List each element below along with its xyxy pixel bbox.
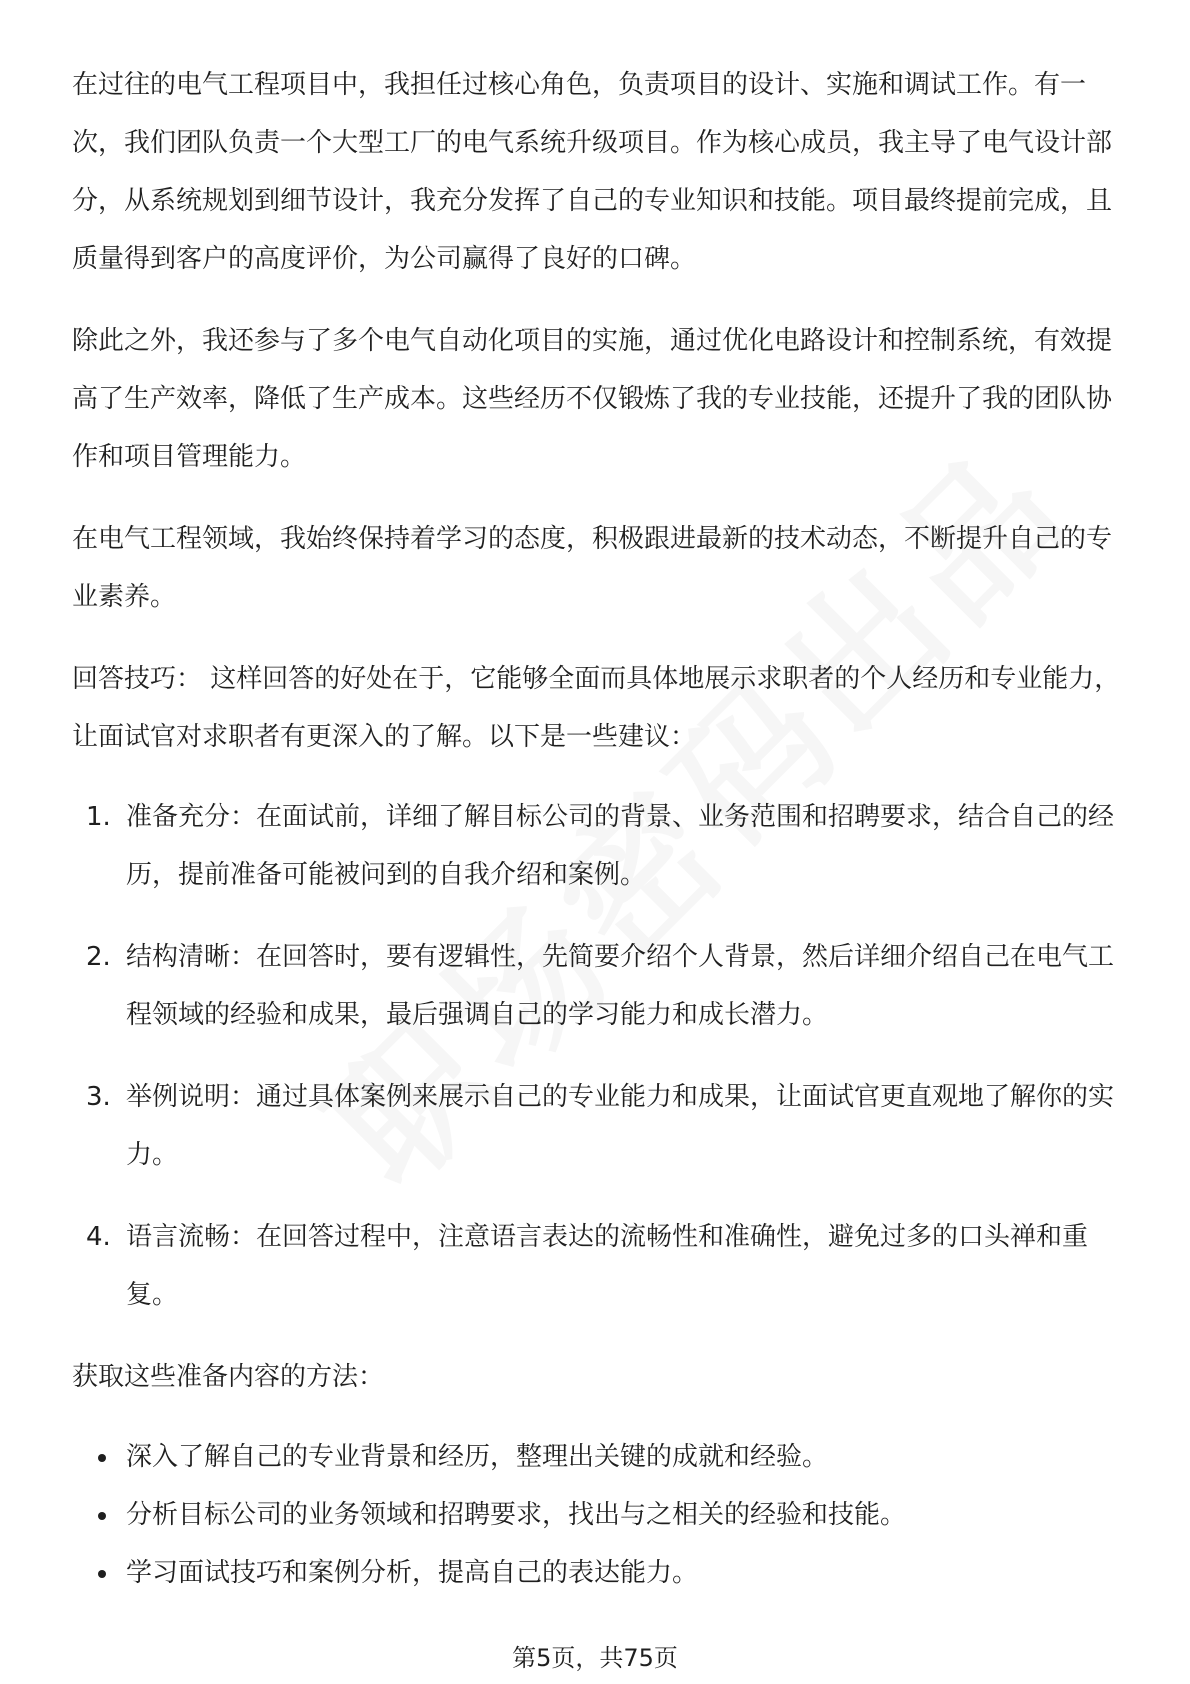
document-body [72,56,1122,1602]
bullet-icon [98,1512,106,1520]
suggestion-text: 语言流畅：在回答过程中，注意语言表达的流畅性和准确性，避免过多的口头禅和重复。 [126,1222,1089,1310]
suggestion-text: 举例说明：通过具体案例来展示自己的专业能力和成果，让面试官更直观地了解你的实力。 [126,1082,1115,1170]
suggestion-item [72,788,1122,904]
suggestion-item [72,1208,1122,1324]
method-item [72,1486,1122,1544]
bullet-icon [98,1454,106,1462]
bullet-icon [98,1570,106,1578]
list-number: 3. [86,1082,111,1112]
suggestion-text: 结构清晰：在回答时，要有逻辑性，先简要介绍个人背景，然后详细介绍自己在电气工程领域的经验和成果，最后强调自己的学习能力和成长潜力。 [126,942,1115,1030]
list-number: 4. [86,1222,111,1252]
answer-tips: 回答技巧： 这样回答的好处在于，它能够全面而具体地展示求职者的个人经历和专业能力，让面试官对求职者有更深入的了解。以下是一些建议： [72,664,1121,752]
method-text: 分析目标公司的业务领域和招聘要求，找出与之相关的经验和技能。 [126,1500,907,1530]
paragraph-experience: 在过往的电气工程项目中，我担任过核心角色，负责项目的设计、实施和调试工作。有一次，我们团队负责一个大型工厂的电气系统升级项目。作为核心成员，我主导了电气设计部分，从系统规划到细节设计，我充分发挥了自己的专业知识和技能。项目最终提前完成，且质量得到客户的高度评价，为公司赢得了良好的口碑。 [72,70,1113,274]
suggestion-item [72,928,1122,1044]
method-text: 学习面试技巧和案例分析，提高自己的表达能力。 [126,1558,699,1588]
paragraph-learning: 在电气工程领域，我始终保持着学习的态度，积极跟进最新的技术动态，不断提升自己的专业素养。 [72,524,1113,612]
suggestion-list [72,788,1122,1324]
method-item [72,1544,1122,1602]
method-item [72,1428,1122,1486]
method-list [72,1428,1122,1602]
method-text: 深入了解自己的专业背景和经历，整理出关键的成就和经验。 [126,1442,829,1472]
page-number: 第5页，共75页 [512,1644,678,1672]
paragraph-automation: 除此之外，我还参与了多个电气自动化项目的实施，通过优化电路设计和控制系统，有效提高了生产效率，降低了生产成本。这些经历不仅锻炼了我的专业技能，还提升了我的团队协作和项目管理能力。 [72,326,1113,472]
method-heading: 获取这些准备内容的方法： [72,1362,385,1392]
suggestion-item [72,1068,1122,1184]
list-number: 1. [86,802,111,832]
list-number: 2. [86,942,111,972]
suggestion-text: 准备充分：在面试前，详细了解目标公司的背景、业务范围和招聘要求，结合自己的经历，提前准备可能被问到的自我介绍和案例。 [126,802,1115,890]
